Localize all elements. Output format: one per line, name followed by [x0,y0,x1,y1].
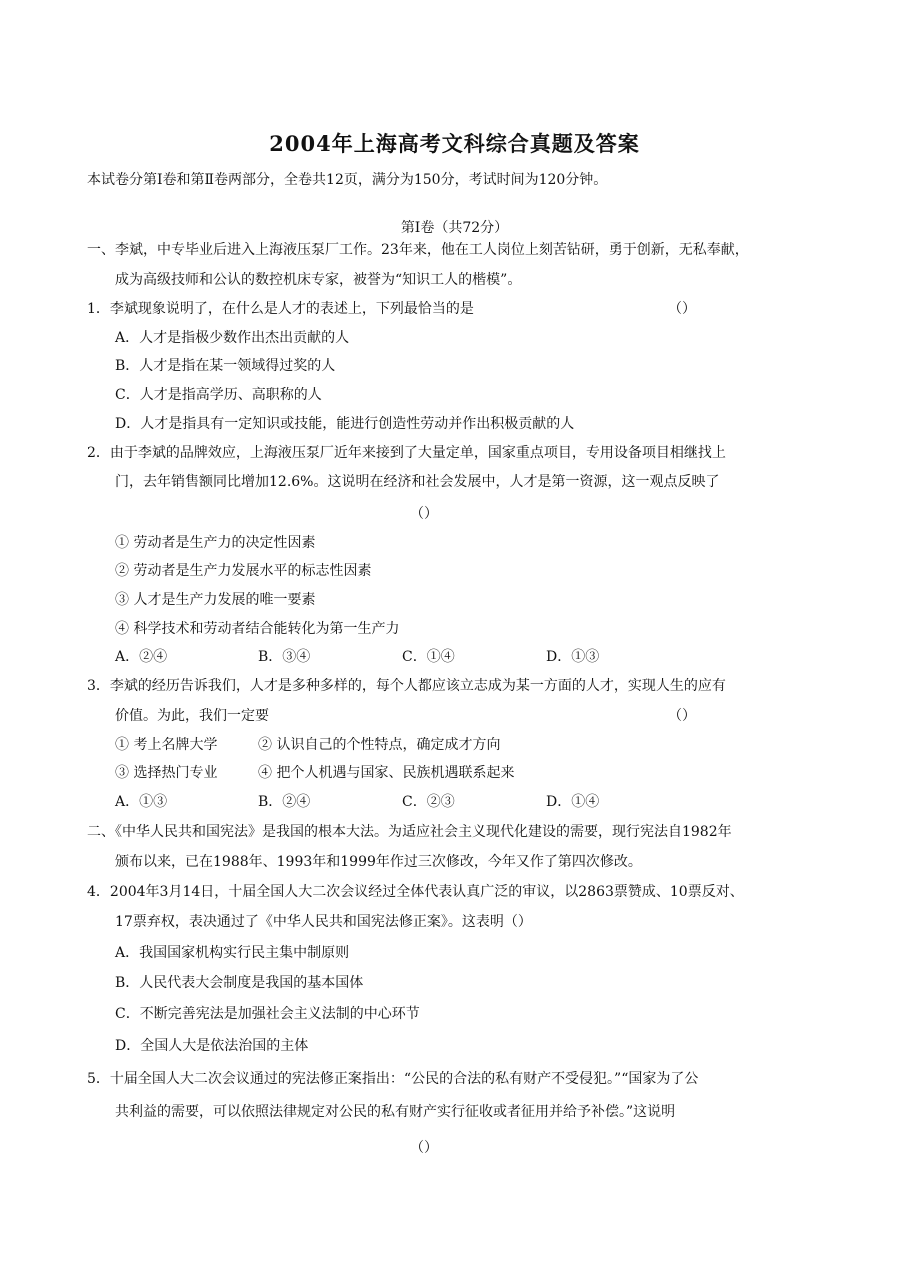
q2-answer-blank: （） [410,506,438,522]
q2-statement-4: ④ 科学技术和劳动者结合能转化为第一生产力 [115,621,400,637]
q2-option-c: C．①④ [402,649,455,665]
q5-stem-line1: 5．十届全国人大二次会议通过的宪法修正案指出：“公民的合法的私有财产不受侵犯。”“国家为了公 [87,1071,699,1087]
exam-intro: 本试卷分第Ⅰ卷和第Ⅱ卷两部分，全卷共12页，满分为150分，考试时间为120分钟。 [87,172,608,188]
q4-stem-line2: 17票弃权，表决通过了《中华人民共和国宪法修正案》。这表明（） [115,914,532,930]
q5-answer-blank: （） [410,1140,438,1156]
q1-option-b: B．人才是指在某一领域得过奖的人 [115,358,336,374]
q3-answer-blank: （） [668,708,696,724]
q3-statement-4: ④ 把个人机遇与国家、民族机遇联系起来 [258,765,515,781]
q2-stem-line2: 门，去年销售额同比增加12.6%。这说明在经济和社会发展中，人才是第一资源，这一观点反映了 [115,474,720,490]
q3-stem-line2: 价值。为此，我们一定要 [115,708,269,724]
q3-stem-line1: 3．李斌的经历告诉我们，人才是多种多样的，每个人都应该立志成为某一方面的人才，实现人生的应有 [87,678,726,694]
q4-option-b: B．人民代表大会制度是我国的基本国体 [115,975,364,991]
q4-option-a: A．我国国家机构实行民主集中制原则 [115,945,350,961]
q1-option-d: D．人才是指具有一定知识或技能，能进行创造性劳动并作出积极贡献的人 [115,416,575,432]
q2-option-a: A．②④ [115,649,168,665]
q3-option-a: A．①③ [115,794,168,810]
section-heading: 第Ⅰ卷（共72分） [400,220,509,236]
q2-statement-2: ② 劳动者是生产力发展水平的标志性因素 [115,563,372,579]
q4-option-d: D．全国人大是依法治国的主体 [115,1038,309,1054]
part2-intro-line2: 颁布以来，已在1988年、1993年和1999年作过三次修改，今年又作了第四次修改。 [115,854,642,870]
q2-option-b: B．③④ [258,649,311,665]
q3-statement-3: ③ 选择热门专业 [115,765,218,781]
q4-stem-line1: 4．2004年3月14日，十届全国人大二次会议经过全体代表认真广泛的审议，以2863票赞成、10票反对、 [87,884,744,900]
q1-answer-blank: （） [668,301,696,317]
q2-option-d: D．①③ [546,649,600,665]
page-title: 2004年上海高考文科综合真题及答案 [269,131,640,156]
q3-option-c: C．②③ [402,794,455,810]
q1-option-a: A．人才是指极少数作出杰出贡献的人 [115,330,350,346]
q2-statement-1: ① 劳动者是生产力的决定性因素 [115,535,316,551]
q3-statement-2: ② 认识自己的个性特点，确定成才方向 [258,737,501,753]
q1-stem: 1．李斌现象说明了，在什么是人才的表述上，下列最恰当的是 [87,301,474,317]
part1-intro-line1: 一、李斌，中专毕业后进入上海液压泵厂工作。23年来，他在工人岗位上刻苦钻研，勇于创新，无私奉献， [87,242,749,258]
q4-option-c: C．不断完善宪法是加强社会主义法制的中心环节 [115,1006,420,1022]
part2-intro-line1: 二、《中华人民共和国宪法》是我国的根本大法。为适应社会主义现代化建设的需要，现行宪法自1982年 [87,824,732,840]
q1-option-c: C．人才是指高学历、高职称的人 [115,387,322,403]
q5-stem-line2: 共利益的需要，可以依照法律规定对公民的私有财产实行征收或者征用并给予补偿。”这说明 [115,1104,676,1120]
q3-statement-1: ① 考上名牌大学 [115,737,218,753]
q2-statement-3: ③ 人才是生产力发展的唯一要素 [115,592,316,608]
q2-stem-line1: 2．由于李斌的品牌效应，上海液压泵厂近年来接到了大量定单，国家重点项目，专用设备项目相继找上 [87,445,726,461]
q3-option-d: D．①④ [546,794,600,810]
part1-intro-line2: 成为高级技师和公认的数控机床专家，被誉为“知识工人的楷模”。 [115,272,522,288]
q3-option-b: B．②④ [258,794,311,810]
